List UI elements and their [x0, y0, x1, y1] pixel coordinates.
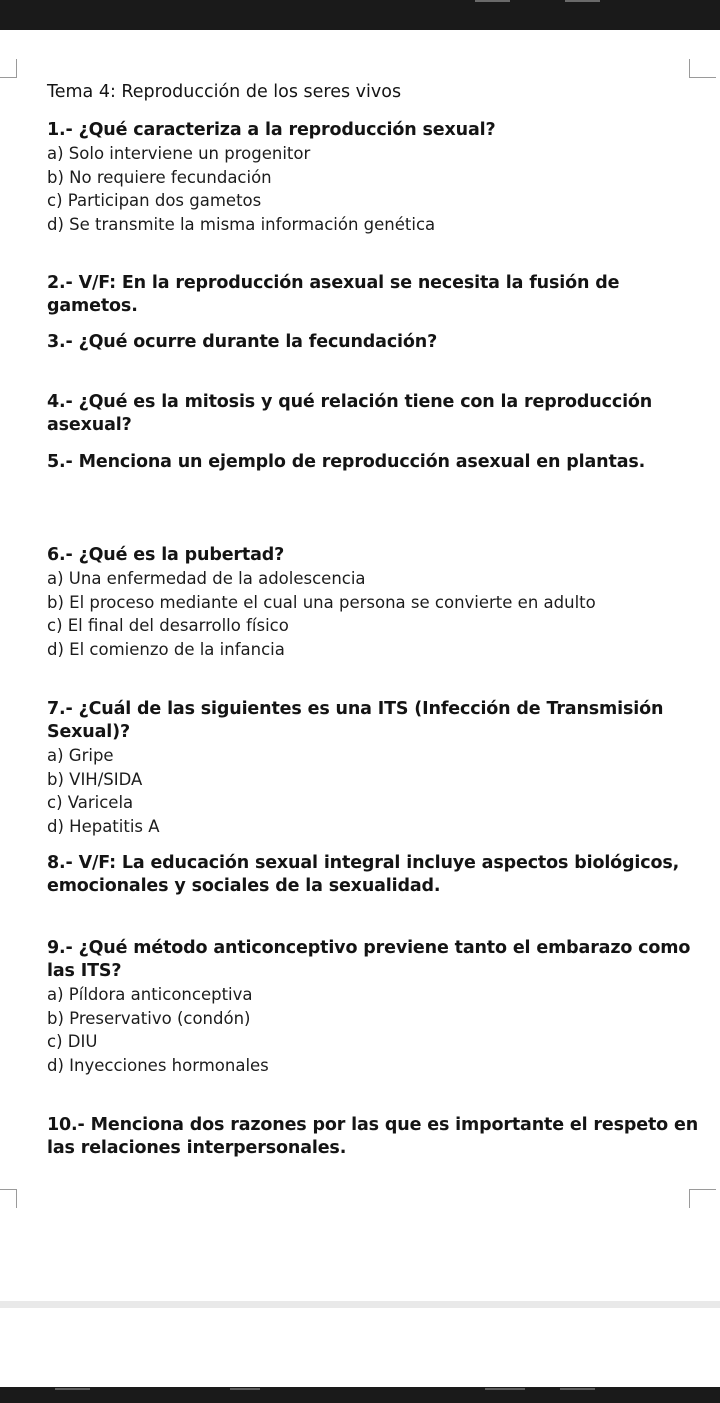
answer-option: d) Hepatitis A	[47, 816, 160, 836]
answer-option: c) Varicela	[47, 793, 134, 812]
nav-bar-indicator	[560, 1388, 595, 1390]
question-8	[47, 852, 707, 898]
question-text: 4.- ¿Qué es la mitosis y qué relación tiene con la reproducción asexual?	[47, 392, 653, 435]
question-9	[47, 937, 707, 1077]
answer-option: b) El proceso mediante el cual una persona se convierte en adulto	[47, 592, 596, 612]
nav-bar-indicator	[485, 1388, 525, 1390]
answer-option: d) El comienzo de la infancia	[47, 639, 285, 659]
question-text: 7.- ¿Cuál de las siguientes es una ITS (Infección de Transmisión Sexual)?	[47, 699, 664, 742]
answer-option: a) Solo interviene un progenitor	[47, 144, 311, 163]
question-text: 2.- V/F: En la reproducción asexual se necesita la fusión de gametos.	[47, 273, 620, 316]
document-title: Tema 4: Reproducción de los seres vivos	[47, 82, 402, 102]
question-10	[47, 1114, 707, 1160]
question-4	[47, 391, 707, 437]
status-bar-indicator	[475, 0, 510, 2]
question-text: 8.- V/F: La educación sexual integral incluye aspectos biológicos, emocionales y sociales de la sexualidad.	[47, 853, 680, 896]
question-text: 10.- Menciona dos razones por las que es importante el respeto en las relaciones interpersonales.	[47, 1115, 699, 1158]
answer-option: d) Se transmite la misma información genética	[47, 214, 436, 234]
status-bar-indicator	[565, 0, 600, 2]
answer-option: a) Una enfermedad de la adolescencia	[47, 569, 366, 588]
question-text: 3.- ¿Qué ocurre durante la fecundación?	[47, 332, 438, 352]
answer-option: a) Gripe	[47, 746, 114, 765]
page-corner-mark	[0, 59, 17, 78]
question-text: 1.- ¿Qué caracteriza a la reproducción sexual?	[47, 120, 496, 140]
answer-option: c) Participan dos gametos	[47, 191, 262, 210]
question-3	[47, 331, 707, 354]
question-text: 6.- ¿Qué es la pubertad?	[47, 545, 285, 565]
question-7	[47, 698, 707, 838]
question-2	[47, 272, 707, 318]
page-corner-mark	[689, 59, 716, 78]
answer-option: c) DIU	[47, 1032, 98, 1051]
question-text: 5.- Menciona un ejemplo de reproducción asexual en plantas.	[47, 452, 646, 472]
answer-option: a) Píldora anticonceptiva	[47, 985, 253, 1004]
question-1	[47, 119, 707, 236]
nav-bar-indicator	[230, 1388, 260, 1390]
answer-option: b) VIH/SIDA	[47, 769, 143, 789]
answer-option: d) Inyecciones hormonales	[47, 1055, 269, 1075]
answer-option: b) Preservativo (condón)	[47, 1008, 251, 1028]
bottom-navigation-bar	[0, 1387, 720, 1403]
page-corner-mark	[689, 1189, 716, 1208]
answer-option: b) No requiere fecundación	[47, 167, 272, 187]
answer-option: c) El final del desarrollo físico	[47, 616, 289, 635]
page-divider	[0, 1301, 720, 1308]
question-text: 9.- ¿Qué método anticonceptivo previene tanto el embarazo como las ITS?	[47, 938, 691, 981]
top-status-bar	[0, 0, 720, 30]
question-6	[47, 544, 707, 661]
nav-bar-indicator	[55, 1388, 90, 1390]
document-page	[47, 81, 707, 1158]
page-corner-mark	[0, 1189, 17, 1208]
question-5	[47, 451, 707, 474]
